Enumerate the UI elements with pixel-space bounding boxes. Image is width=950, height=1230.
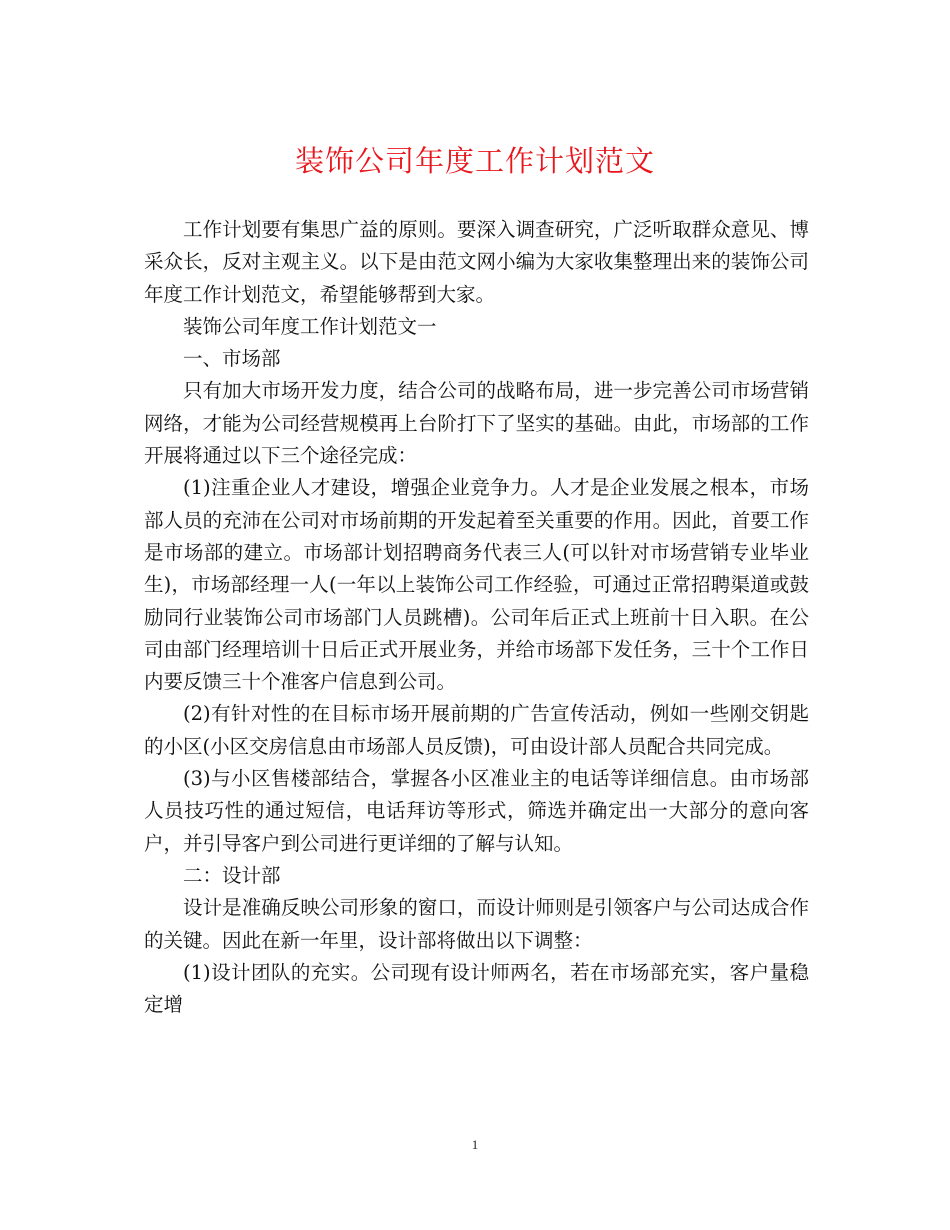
paragraph-market-item-2: (2)有针对性的在目标市场开展前期的广告宣传活动，例如一些刚交钥匙的小区(小区交房信息由市场部人员反馈)，可由设计部人员配合共同完成。: [144, 702, 809, 758]
document-title: 装饰公司年度工作计划范文: [294, 144, 655, 178]
paragraph-design-item-1: (1)设计团队的充实。公司现有设计师两名，若在市场部充实，客户量稳定增: [144, 960, 809, 1017]
paragraph-market-overview: 只有加大市场开发力度，结合公司的战略布局，进一步完善公司市场营销网络，才能为公司经营规模再上台阶打下了坚实的基础。由此，市场部的工作开展将通过以下三个途径完成：: [144, 379, 809, 468]
heading-design-dept: 二：设计部: [183, 863, 281, 887]
paragraph-intro: 工作计划要有集思广益的原则。要深入调查研究，广泛听取群众意见、博采众长，反对主观主义。以下是由范文网小编为大家收集整理出来的装饰公司年度工作计划范文，希望能够帮到大家。: [144, 218, 809, 306]
paragraph-market-item-3: (3)与小区售楼部结合，掌握各小区准业主的电话等详细信息。由市场部人员技巧性的通过短信，电话拜访等形式，筛选并确定出一大部分的意向客户，并引导客户到公司进行更详细的了解与认知。: [144, 767, 809, 855]
page-number: 1: [471, 1137, 479, 1152]
paragraph-design-overview: 设计是准确反映公司形象的窗口，而设计师则是引领客户与公司达成合作的关键。因此在新一年里，设计部将做出以下调整：: [144, 896, 809, 952]
paragraph-market-item-1: (1)注重企业人才建设，增强企业竞争力。人才是企业发展之根本，市场部人员的充沛在公司对市场前期的开发起着至关重要的作用。因此，首要工作是市场部的建立。市场部计划招聘商务代表三人(可以针对市场营销专业毕业生)，市场部经理一人(一年以上装饰公司工作经验，可通过正常招聘渠道或鼓励同行业装饰公司市场部门人员跳槽)。公司年后正式上班前十日入职。在公司由部门经理培训十日后正式开展业务，并给市场部下发任务，三十个工作日内要反馈三十个准客户信息到公司。: [144, 476, 809, 694]
paragraph-subtitle: 装饰公司年度工作计划范文一: [183, 314, 437, 338]
document-body: [144, 214, 809, 1021]
heading-market-dept: 一、市场部: [183, 347, 281, 371]
